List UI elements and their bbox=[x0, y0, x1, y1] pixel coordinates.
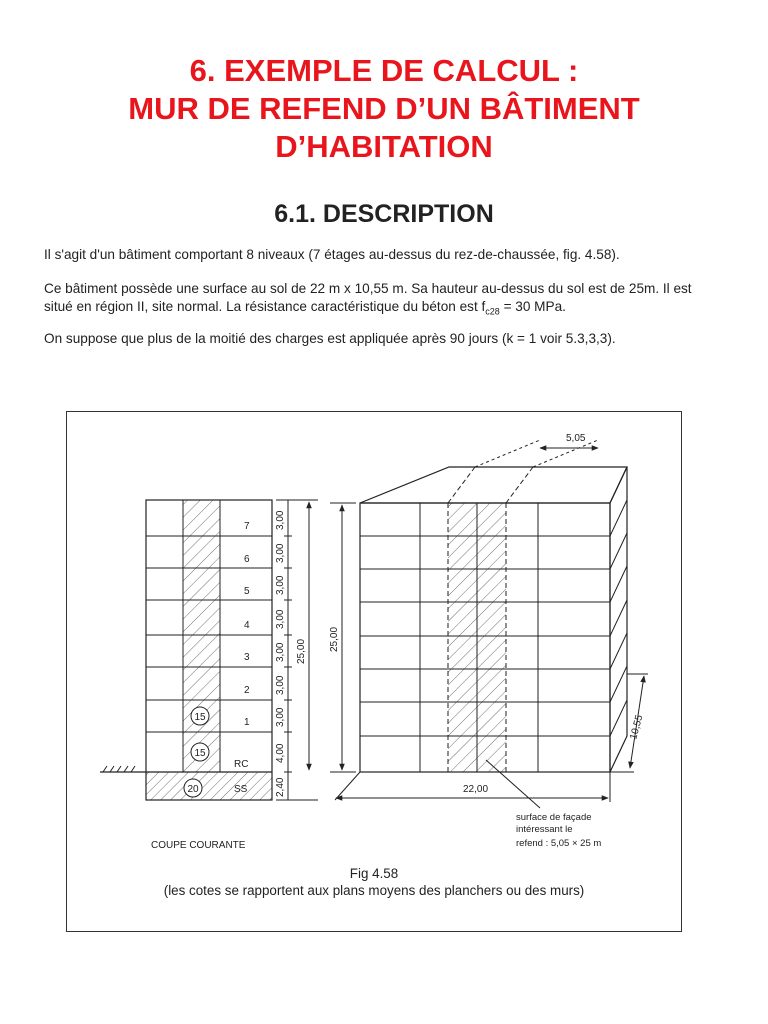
annotation-line-2: intéressant le bbox=[516, 824, 573, 835]
partial-height: 25,00 bbox=[296, 638, 307, 664]
height-3: 3,00 bbox=[275, 642, 286, 662]
height-ss: 2,40 bbox=[275, 777, 286, 797]
wall-thickness-1: 15 bbox=[194, 712, 206, 723]
annotation-line-1: surface de façade bbox=[516, 812, 592, 823]
height-6: 3,00 bbox=[275, 543, 286, 563]
side-horizontals bbox=[610, 500, 627, 736]
fc28-subscript: c28 bbox=[485, 306, 500, 317]
height-4: 3,00 bbox=[275, 609, 286, 629]
depth-label: 10,55 bbox=[628, 713, 646, 741]
annotation-leader bbox=[486, 760, 540, 808]
annotation-line-3: refend : 5,05 × 25 m bbox=[516, 838, 602, 849]
height-rc: 4,00 bbox=[275, 743, 286, 763]
floor-label-7: 7 bbox=[244, 521, 250, 532]
title-line-1: 6. EXEMPLE DE CALCUL : bbox=[189, 53, 579, 88]
wall-thickness-3: 20 bbox=[187, 784, 199, 795]
floor-label-2: 2 bbox=[244, 685, 250, 696]
section-view bbox=[100, 500, 318, 851]
rc-label: RC bbox=[234, 759, 249, 770]
basement-hatch bbox=[146, 772, 272, 800]
floor-dimension-chain bbox=[275, 500, 318, 800]
perspective-view bbox=[329, 433, 648, 849]
floor-label-6: 6 bbox=[244, 554, 250, 565]
total-height-label: 25,00 bbox=[329, 626, 340, 652]
height-2: 3,00 bbox=[275, 675, 286, 695]
figure-caption-note: (les cotes se rapportent aux plans moyens des planchers ou des murs) bbox=[163, 883, 585, 898]
height-5: 3,00 bbox=[275, 575, 286, 595]
floor-label-3: 3 bbox=[244, 652, 250, 663]
figure-caption-title: Fig 4.58 bbox=[349, 866, 399, 881]
floor-label-5: 5 bbox=[244, 586, 250, 597]
title-line-3: D’HABITATION bbox=[275, 129, 493, 164]
section-view-label: COUPE COURANTE bbox=[151, 840, 246, 851]
wall-thickness-2: 15 bbox=[194, 748, 206, 759]
height-7: 3,00 bbox=[275, 510, 286, 530]
width-label: 22,00 bbox=[463, 784, 489, 795]
paragraph-loads: On suppose que plus de la moitié des charges est appliquée après 90 jours (k = 1 voir 5.3,3,3). bbox=[44, 331, 616, 346]
floor-label-1: 1 bbox=[244, 717, 250, 728]
ground-marks bbox=[103, 766, 135, 772]
paragraph-text-end: = 30 MPa. bbox=[499, 299, 566, 314]
title-line-2: MUR DE REFEND D’UN BÂTIMENT bbox=[128, 91, 640, 126]
floor-label-4: 4 bbox=[244, 620, 250, 631]
side-facade bbox=[610, 467, 627, 772]
paragraph-building-levels: Il s'agit d'un bâtiment comportant 8 niveaux (7 étages au-dessus du rez-de-chaussée, fig. 4.58). bbox=[44, 247, 620, 262]
height-1: 3,00 bbox=[275, 707, 286, 727]
paragraph-text: Ce bâtiment possède une surface au sol de 22 m x 10,55 m. Sa hauteur au-dessus du sol est de 25m. Il est situé en région II, site normal. La résistance caractéristique du béton est f bbox=[44, 281, 692, 314]
ss-label: SS bbox=[234, 784, 248, 795]
roof-face bbox=[360, 467, 627, 503]
refend-wall-hatch bbox=[183, 500, 220, 772]
section-heading: 6.1. DESCRIPTION bbox=[274, 200, 494, 228]
strip-width-label: 5,05 bbox=[566, 433, 586, 444]
